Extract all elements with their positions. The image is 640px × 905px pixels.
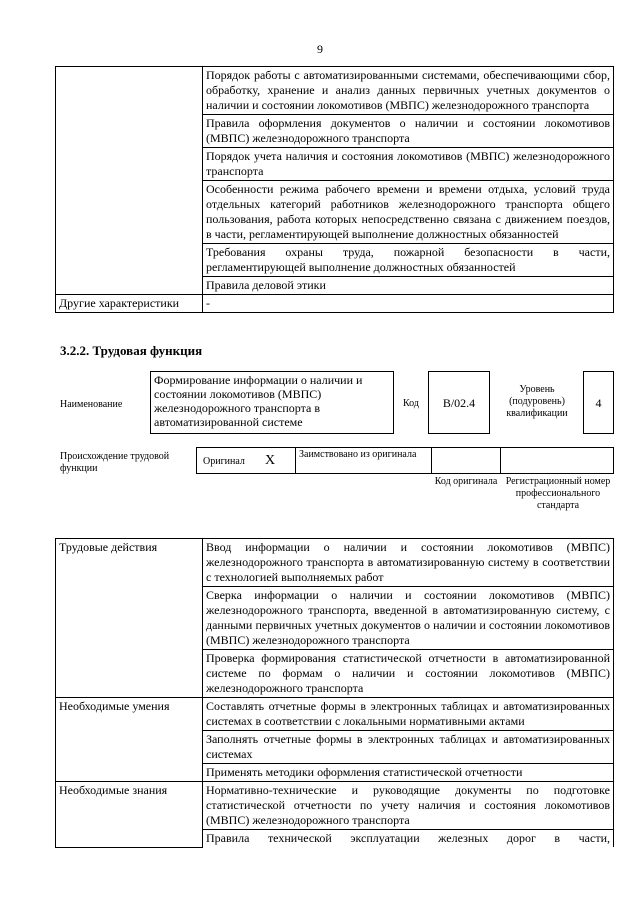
knowledge-item: Правила технической эксплуатации железных дорог в части, bbox=[203, 830, 614, 848]
level-value: 4 bbox=[595, 395, 602, 410]
origin-label: Происхождение трудовой функции bbox=[60, 451, 170, 474]
table-row bbox=[56, 782, 614, 830]
skill-item: Составлять отчетные формы в электронных таблицах и автоматизированных системах в соответствии с локальными нормативными актами bbox=[203, 698, 614, 731]
function-name-value: Формирование информации о наличии и состоянии локомотивов (МВПС) железнодорожного транспорта в автоматизированной системе bbox=[154, 373, 363, 429]
knowledge-item: Порядок учета наличия и состояния локомотивов (МВПС) железнодорожного транспорта bbox=[203, 148, 614, 181]
knowledge-item: Особенности режима рабочего времени и времени отдыха, условий труда отдельных категорий работников железнодорожного транспорта общего пользования, работа которых непосредственно связана с движением поездов, в части, регламентирующей выполнение должностных обязанностей bbox=[203, 181, 614, 244]
other-characteristics-value: - bbox=[203, 295, 614, 313]
knowledge-item: Правила оформления документов о наличии и состоянии локомотивов (МВПС) железнодорожного транспорта bbox=[203, 115, 614, 148]
labor-actions-label: Трудовые действия bbox=[56, 539, 203, 698]
divider bbox=[295, 447, 296, 474]
name-label: Наименование bbox=[60, 399, 123, 410]
code-box bbox=[428, 371, 490, 434]
original-mark: X bbox=[265, 453, 276, 468]
level-box bbox=[583, 371, 614, 434]
skill-item: Заполнять отчетные формы в электронных таблицах и автоматизированных системах bbox=[203, 731, 614, 764]
other-characteristics-label: Другие характеристики bbox=[56, 295, 203, 313]
table-row bbox=[56, 539, 614, 587]
divider bbox=[500, 447, 501, 474]
labor-action-item: Ввод информации о наличии и состоянии локомотивов (МВПС) железнодорожного транспорта в автоматизированную систему в соответствии с технологией выполняемых работ bbox=[203, 539, 614, 587]
registration-number-caption: Регистрационный номер профессионального стандарта bbox=[505, 476, 611, 511]
original-code-caption: Код оригинала bbox=[434, 476, 498, 487]
table-row bbox=[56, 295, 614, 313]
labor-action-item: Сверка информации о наличии и состоянии локомотивов (МВПС) железнодорожного транспорта, введенной в автоматизированную систему, с данными первичных учетных документов о наличии и состоянии локомотивов (МВПС) железнодорожного транспорта bbox=[203, 587, 614, 650]
level-label: Уровень (подуровень) квалификации bbox=[506, 384, 568, 419]
knowledge-item: Требования охраны труда, пожарной безопасности в части, регламентирующей выполнение должностных обязанностей bbox=[203, 244, 614, 277]
knowledge-table-continued bbox=[55, 66, 614, 313]
code-value: B/02.4 bbox=[442, 395, 476, 410]
labor-action-item: Проверка формирования статистической отчетности в автоматизированной системе по формам о наличии и состоянии локомотивов (МВПС) железнодорожного транспорта bbox=[203, 650, 614, 698]
divider bbox=[431, 447, 432, 474]
table-row bbox=[56, 698, 614, 731]
label-cell-empty bbox=[56, 67, 203, 295]
page-number: 9 bbox=[317, 42, 323, 56]
knowledge-item: Правила деловой этики bbox=[203, 277, 614, 295]
code-label: Код bbox=[403, 398, 419, 409]
function-name-box bbox=[150, 371, 394, 434]
skills-label: Необходимые умения bbox=[56, 698, 203, 782]
function-details-table bbox=[55, 538, 614, 848]
knowledge-label: Необходимые знания bbox=[56, 782, 203, 848]
original-label: Оригинал bbox=[203, 456, 245, 467]
table-row bbox=[56, 67, 614, 115]
knowledge-item: Порядок работы с автоматизированными системами, обеспечивающими сбор, обработку, хранение и анализ данных первичных учетных документов о наличии и состоянии локомотивов (МВПС) железнодорожного транспорта bbox=[203, 67, 614, 115]
borrowed-label: Заимствовано из оригинала bbox=[299, 449, 417, 460]
knowledge-item: Нормативно-технические и руководящие документы по подготовке статистической отчетности по учету наличия и состояния локомотивов (МВПС) железнодорожного транспорта bbox=[203, 782, 614, 830]
skill-item: Применять методики оформления статистической отчетности bbox=[203, 764, 614, 782]
section-heading: 3.2.2. Трудовая функция bbox=[60, 343, 203, 358]
